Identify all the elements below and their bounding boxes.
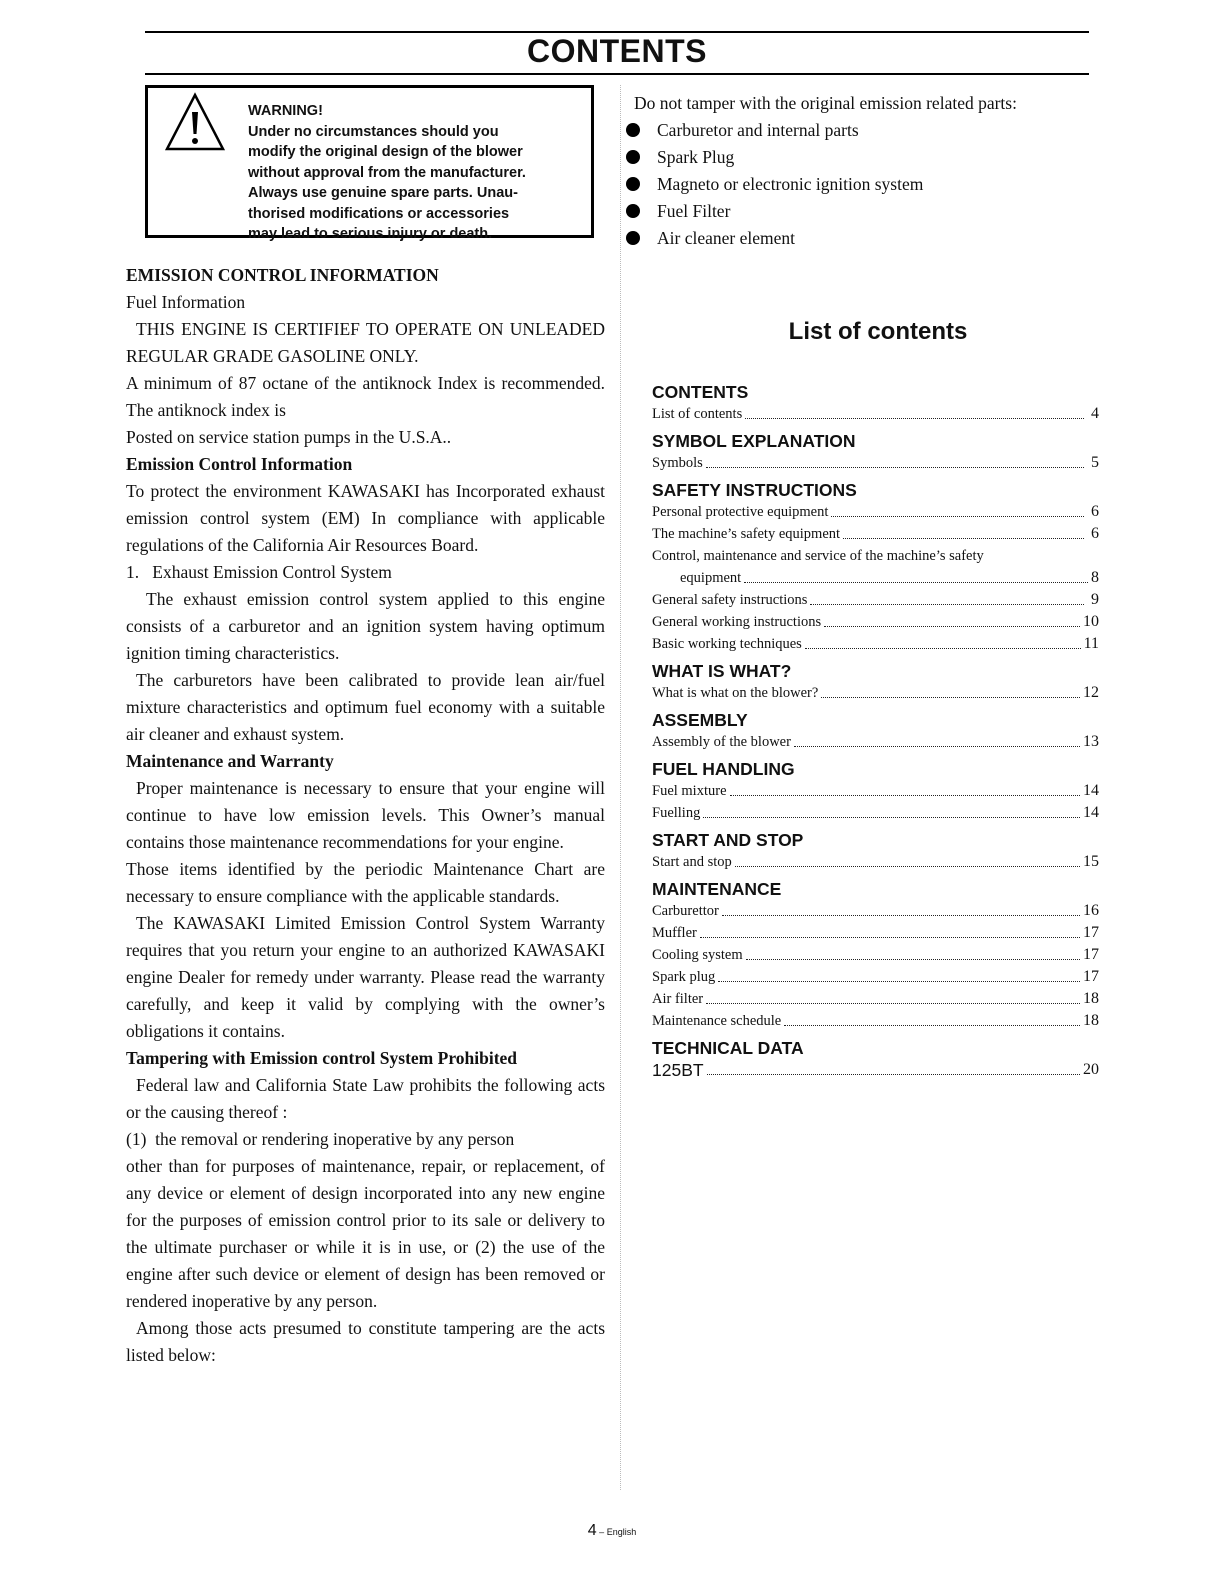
warning-text bbox=[248, 101, 568, 245]
toc-section bbox=[652, 479, 1099, 655]
toc-entry[interactable] bbox=[652, 851, 1099, 873]
toc-leader-dots bbox=[703, 817, 1080, 818]
toc-page-number: 12 bbox=[1083, 684, 1099, 701]
toc-entry[interactable] bbox=[652, 589, 1099, 611]
list-item-label: Spark Plug bbox=[657, 147, 735, 167]
toc-leader-dots bbox=[718, 981, 1080, 982]
maintenance-heading: Maintenance and Warranty bbox=[126, 751, 334, 771]
toc-section bbox=[652, 1037, 1099, 1081]
toc-page-number: 14 bbox=[1083, 782, 1099, 799]
items-text: Those items identified by the periodic Maintenance Chart are necessary to ensure compliance with the applicable standards. bbox=[126, 859, 605, 906]
toc-entry-label: Fuelling bbox=[652, 805, 701, 821]
toc-entry[interactable] bbox=[652, 633, 1099, 655]
toc-page-number: 11 bbox=[1083, 635, 1099, 652]
toc-leader-dots bbox=[843, 538, 1084, 539]
toc-entry-label: General safety instructions bbox=[652, 592, 808, 608]
toc-page-number: 9 bbox=[1091, 591, 1099, 608]
list-item bbox=[626, 144, 1086, 171]
posted-text: Posted on service station pumps in the U.S.A.. bbox=[126, 427, 452, 447]
page-number: 4 bbox=[587, 1522, 597, 1539]
warning-line: thorised modifications or accessories bbox=[248, 205, 510, 222]
toc-entry-label: equipment bbox=[680, 570, 742, 586]
toc-section bbox=[652, 878, 1099, 1032]
footer-separator: – bbox=[596, 1527, 607, 1537]
among-text: Among those acts presumed to constitute tampering are the acts listed below: bbox=[126, 1318, 605, 1365]
list-item bbox=[626, 225, 1086, 252]
page-title: CONTENTS bbox=[527, 33, 707, 69]
maintenance-text: Proper maintenance is necessary to ensure that your engine will continue to have low emission levels. This Owner’s manual contains those maintenance recommendations for your engine. bbox=[126, 778, 605, 852]
warning-line: may lead to serious injury or death. bbox=[248, 226, 493, 242]
toc-entry-label: Personal protective equipment bbox=[652, 504, 829, 520]
exhaust-item: 1. Exhaust Emission Control System bbox=[126, 562, 392, 582]
toc-entry[interactable] bbox=[652, 682, 1099, 704]
fuel-information: Fuel Information bbox=[126, 292, 246, 312]
list-item-label: Fuel Filter bbox=[657, 201, 731, 221]
bullet-icon bbox=[626, 177, 640, 191]
toc-leader-dots bbox=[706, 467, 1084, 468]
toc-entry[interactable] bbox=[652, 780, 1099, 802]
toc-page-number: 17 bbox=[1083, 968, 1099, 985]
toc-heading: START AND STOP bbox=[652, 830, 804, 850]
footer-language: English bbox=[606, 1527, 637, 1537]
toc-entry-label: Fuel mixture bbox=[652, 783, 727, 799]
toc-section bbox=[652, 829, 1099, 873]
toc-entry-label: Symbols bbox=[652, 455, 703, 471]
list-item-label: Magneto or electronic ignition system bbox=[657, 174, 924, 194]
list-item-label: Carburetor and internal parts bbox=[657, 120, 859, 140]
title-rule bbox=[145, 73, 1089, 75]
exhaust-text: The exhaust emission control system applied to this engine consists of a carburetor and an ignition system having optimum ignition timing characteristics. bbox=[126, 589, 605, 663]
warning-line: Under no circumstances should you bbox=[248, 123, 499, 140]
toc-page-number: 17 bbox=[1083, 946, 1099, 963]
toc-section bbox=[652, 430, 1099, 474]
page-footer bbox=[0, 1522, 1224, 1540]
toc-section bbox=[652, 758, 1099, 824]
column-divider bbox=[620, 85, 621, 1490]
list-of-contents-title: List of contents bbox=[788, 318, 968, 345]
toc-entry-label: Basic working techniques bbox=[652, 636, 802, 652]
toc-entry-label: Cooling system bbox=[652, 947, 743, 963]
toc-heading: CONTENTS bbox=[652, 382, 749, 402]
toc-entry[interactable] bbox=[652, 452, 1099, 474]
toc-entry[interactable] bbox=[652, 1059, 1099, 1081]
toc-leader-dots bbox=[722, 915, 1080, 916]
toc-leader-dots bbox=[700, 937, 1080, 938]
toc-entry-label: The machine’s safety equipment bbox=[652, 526, 841, 542]
toc-leader-dots bbox=[784, 1025, 1080, 1026]
toc-entry-label: Muffler bbox=[652, 925, 697, 941]
toc-entry-label: What is what on the blower? bbox=[652, 685, 819, 701]
toc-section bbox=[652, 709, 1099, 753]
toc-leader-dots bbox=[735, 866, 1080, 867]
removal-first-line: (1) the removal or rendering inoperative by any person bbox=[126, 1129, 515, 1149]
toc-entry[interactable] bbox=[652, 900, 1099, 922]
removal-text: other than for purposes of maintenance, repair, or replacement, of any device or element of design incorporated into any new engine for the purposes of emission control prior to its sale or delivery to the ultimate purchaser or while it is in use, or (2) the use of the engine after such device or element of design has been removed or rendered inoperative by any person. bbox=[126, 1156, 605, 1311]
toc-entry-label: Assembly of the blower bbox=[652, 734, 791, 750]
toc-leader-dots bbox=[707, 1074, 1080, 1075]
warning-triangle-icon bbox=[164, 92, 226, 152]
toc-leader-dots bbox=[805, 648, 1081, 649]
toc-heading: SAFETY INSTRUCTIONS bbox=[652, 480, 857, 500]
toc-page-number: 6 bbox=[1091, 503, 1099, 520]
toc-entry-label: Air filter bbox=[652, 991, 704, 1007]
toc-entry[interactable] bbox=[652, 1010, 1099, 1032]
toc-heading: ASSEMBLY bbox=[652, 710, 748, 730]
certified-text: THIS ENGINE IS CERTIFIEF TO OPERATE ON UNLEADED REGULAR GRADE GASOLINE ONLY. bbox=[126, 319, 605, 366]
toc-entry[interactable] bbox=[652, 922, 1099, 944]
tampering-heading: Tampering with Emission control System Prohibited bbox=[126, 1048, 518, 1068]
toc-section bbox=[652, 660, 1099, 704]
toc-leader-dots bbox=[821, 697, 1080, 698]
warning-line: modify the original design of the blower bbox=[248, 144, 523, 160]
toc-entry[interactable] bbox=[652, 802, 1099, 824]
toc-entry[interactable] bbox=[652, 501, 1099, 523]
toc-page-number: 6 bbox=[1091, 525, 1099, 542]
toc-entry[interactable] bbox=[652, 731, 1099, 753]
toc-leader-dots bbox=[706, 1003, 1080, 1004]
toc-heading: WHAT IS WHAT? bbox=[652, 661, 792, 681]
toc-leader-dots bbox=[824, 626, 1080, 627]
list-item bbox=[626, 117, 1086, 144]
toc-page-number: 18 bbox=[1083, 1012, 1099, 1029]
toc-entry-label: Maintenance schedule bbox=[652, 1013, 782, 1029]
federal-text: Federal law and California State Law prohibits the following acts or the causing thereof : bbox=[126, 1075, 605, 1122]
toc-entry-label: Spark plug bbox=[652, 969, 716, 985]
carb-text: The carburetors have been calibrated to provide lean air/fuel mixture characteristics and optimum fuel economy with a suitable air cleaner and exhaust system. bbox=[126, 670, 605, 744]
toc-entry[interactable] bbox=[652, 944, 1099, 966]
toc-page-number: 5 bbox=[1091, 454, 1099, 471]
toc-page-number: 13 bbox=[1083, 733, 1099, 750]
toc-entry[interactable] bbox=[652, 523, 1099, 545]
octane-text: A minimum of 87 octane of the antiknock Index is recommended. The antiknock index is bbox=[126, 373, 605, 420]
toc-entry-label: List of contents bbox=[652, 406, 743, 422]
toc-entry[interactable] bbox=[652, 545, 1099, 567]
list-item bbox=[626, 198, 1086, 225]
table-of-contents bbox=[652, 376, 1099, 1081]
toc-leader-dots bbox=[810, 604, 1084, 605]
toc-page-number: 4 bbox=[1091, 405, 1099, 422]
warning-line: Always use genuine spare parts. Unau- bbox=[248, 185, 518, 201]
toc-page-number: 16 bbox=[1083, 902, 1099, 919]
toc-heading: TECHNICAL DATA bbox=[652, 1038, 804, 1058]
toc-page-number: 17 bbox=[1083, 924, 1099, 941]
emission-section bbox=[126, 262, 605, 1369]
tamper-list bbox=[626, 117, 1086, 252]
toc-page-number: 10 bbox=[1083, 613, 1099, 630]
toc-heading: SYMBOL EXPLANATION bbox=[652, 431, 856, 451]
toc-entry-label: Control, maintenance and service of the machine’s safety bbox=[652, 548, 984, 564]
eci-heading: Emission Control Information bbox=[126, 454, 353, 474]
toc-entry-label: Carburettor bbox=[652, 903, 719, 919]
toc-page-number: 8 bbox=[1091, 569, 1099, 586]
toc-page-number: 14 bbox=[1083, 804, 1099, 821]
toc-page-number: 15 bbox=[1083, 853, 1099, 870]
toc-entry[interactable] bbox=[652, 988, 1099, 1010]
toc-entry-label: 125BT bbox=[652, 1060, 704, 1080]
toc-entry[interactable] bbox=[652, 611, 1099, 633]
bullet-icon bbox=[626, 231, 640, 245]
toc-leader-dots bbox=[744, 582, 1088, 583]
warranty-text: The KAWASAKI Limited Emission Control System Warranty requires that you return your engine to an authorized KAWASAKI engine Dealer for remedy under warranty. Please read the warranty carefully, and keep it valid by complying with the owner’s obligations it contains. bbox=[126, 913, 605, 1041]
toc-entry-label: Start and stop bbox=[652, 854, 732, 870]
toc-heading: FUEL HANDLING bbox=[652, 759, 795, 779]
toc-page-number: 18 bbox=[1083, 990, 1099, 1007]
toc-page-number: 20 bbox=[1083, 1061, 1099, 1078]
toc-section bbox=[652, 381, 1099, 425]
bullet-icon bbox=[626, 123, 640, 137]
warning-heading: WARNING! bbox=[248, 103, 323, 119]
toc-entry[interactable] bbox=[652, 966, 1099, 988]
toc-entry-label: General working instructions bbox=[652, 614, 822, 630]
toc-leader-dots bbox=[745, 418, 1084, 419]
toc-leader-dots bbox=[831, 516, 1084, 517]
list-item bbox=[626, 171, 1086, 198]
bullet-icon bbox=[626, 150, 640, 164]
eci-text: To protect the environment KAWASAKI has Incorporated exhaust emission control system (EM) In compliance with applicable regulations of the California Air Resources Board. bbox=[126, 481, 605, 555]
toc-leader-dots bbox=[794, 746, 1080, 747]
toc-leader-dots bbox=[730, 795, 1080, 796]
toc-entry[interactable] bbox=[652, 403, 1099, 425]
emission-heading: EMISSION CONTROL INFORMATION bbox=[126, 265, 439, 285]
tamper-block bbox=[626, 90, 1086, 252]
tamper-intro: Do not tamper with the original emission related parts: bbox=[634, 93, 1017, 113]
warning-box bbox=[145, 85, 594, 242]
toc-heading: MAINTENANCE bbox=[652, 879, 782, 899]
list-item-label: Air cleaner element bbox=[657, 228, 795, 248]
bullet-icon bbox=[626, 204, 640, 218]
warning-line: without approval from the manufacturer. bbox=[248, 164, 526, 181]
toc-leader-dots bbox=[746, 959, 1080, 960]
toc-entry-continuation[interactable] bbox=[652, 567, 1099, 589]
